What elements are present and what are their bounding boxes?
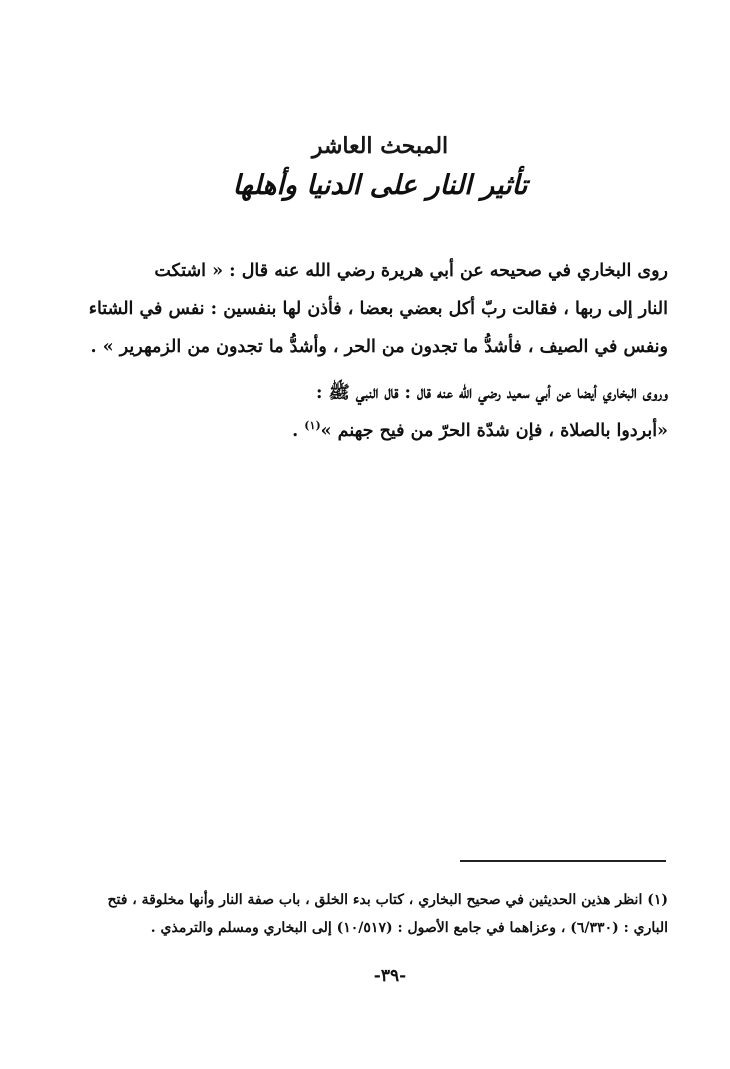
paragraph-line: روى البخاري في صحيحه عن أبي هريرة رضي الله عنه قال : « اشتكت: [154, 261, 668, 281]
period: .: [292, 421, 305, 441]
footnote-line: (١) انظر هذين الحديثين في صحيح البخاري ، كتاب بدء الخلق ، باب صفة النار وأنها مخلوقة ، فتح: [107, 892, 668, 908]
paragraph-hadith-1: [88, 252, 668, 366]
paragraph-line: وروى البخاري أيضا عن أبي سعيد رضي الله عنه قال : قال النبي ﷺ :: [316, 383, 668, 403]
hadith-quote: «أبردوا بالصلاة ، فإن شدّة الحرّ من فيح جهنم »: [320, 421, 668, 441]
paragraph-hadith-2: [112, 374, 668, 450]
footnote-divider: [460, 860, 666, 862]
chapter-subtitle: تأثير النار على الدنيا وأهلها: [232, 170, 528, 201]
page-number: -٣٩-: [373, 966, 407, 986]
chapter-title: المبحث العاشر: [311, 133, 449, 159]
footnote-marker: (١): [304, 419, 321, 433]
footnote-line: الباري : (٦/٣٣٠) ، وعزاهما في جامع الأصول : (١٠/٥١٧) إلى البخاري ومسلم والترمذي .: [150, 920, 668, 936]
paragraph-line: [112, 412, 668, 450]
footnote: [107, 886, 668, 942]
paragraph-line: ونفس في الصيف ، فأشدُّ ما تجدون من الحر ، وأشدُّ ما تجدون من الزمهرير » .: [90, 337, 668, 357]
paragraph-line: النار إلى ربها ، فقالت ربّ أكل بعضي بعضا ، فأذن لها بنفسين : نفس في الشتاء: [88, 299, 668, 319]
